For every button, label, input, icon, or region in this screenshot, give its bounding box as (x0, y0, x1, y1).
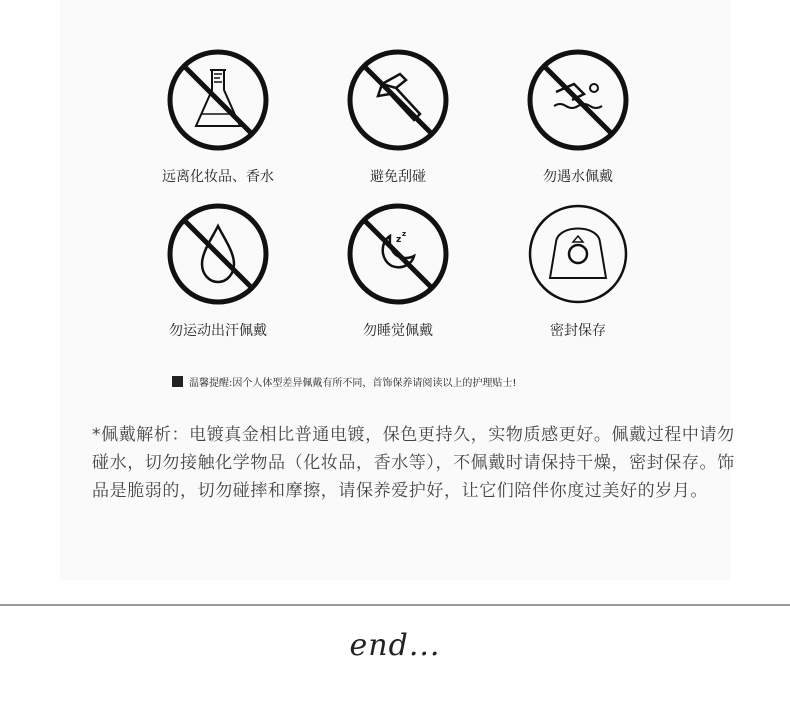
svg-text:z: z (396, 235, 402, 245)
end-caption: end... (349, 628, 441, 663)
water-drop-icon (166, 202, 270, 306)
flask-icon (166, 48, 270, 152)
care-label-storage: 密封保存 (550, 323, 606, 339)
care-tip (172, 374, 516, 388)
care-icon-grid (0, 0, 790, 340)
care-tip-text: 温馨提醒:因个人体型差异佩戴有所不同，首饰保养请阅读以上的护理贴士! (189, 377, 517, 389)
care-label-sleep: 勿睡觉佩戴 (363, 323, 433, 339)
care-item-storage (488, 202, 668, 340)
care-label-scratch: 避免刮碰 (370, 169, 426, 185)
care-item-sleep (308, 202, 488, 340)
hammer-icon (346, 48, 450, 152)
svg-text:z: z (402, 230, 407, 238)
care-item-scratch (308, 48, 488, 186)
care-label-water: 勿遇水佩戴 (543, 169, 613, 185)
section-divider (0, 604, 790, 606)
swimmer-icon (526, 48, 630, 152)
bullet-square-icon (172, 376, 183, 387)
care-item-water (488, 48, 668, 186)
ring-box-icon (526, 202, 630, 306)
care-label-cosmetics: 远离化妆品、香水 (162, 169, 274, 185)
care-item-cosmetics (128, 48, 308, 186)
wear-description: *佩戴解析：电镀真金相比普通电镀，保色更持久，实物质感更好。佩戴过程中请勿碰水，切勿接触化学物品（化妆品，香水等），不佩戴时请保持干燥，密封保存。饰品是脆弱的，切勿碰摔和摩擦，请保养爱护好，让它们陪伴你度过美好的岁月。 (92, 425, 735, 501)
care-item-sweat (128, 202, 308, 340)
care-label-sweat: 勿运动出汗佩戴 (169, 323, 267, 339)
sleep-moon-icon (346, 202, 450, 306)
